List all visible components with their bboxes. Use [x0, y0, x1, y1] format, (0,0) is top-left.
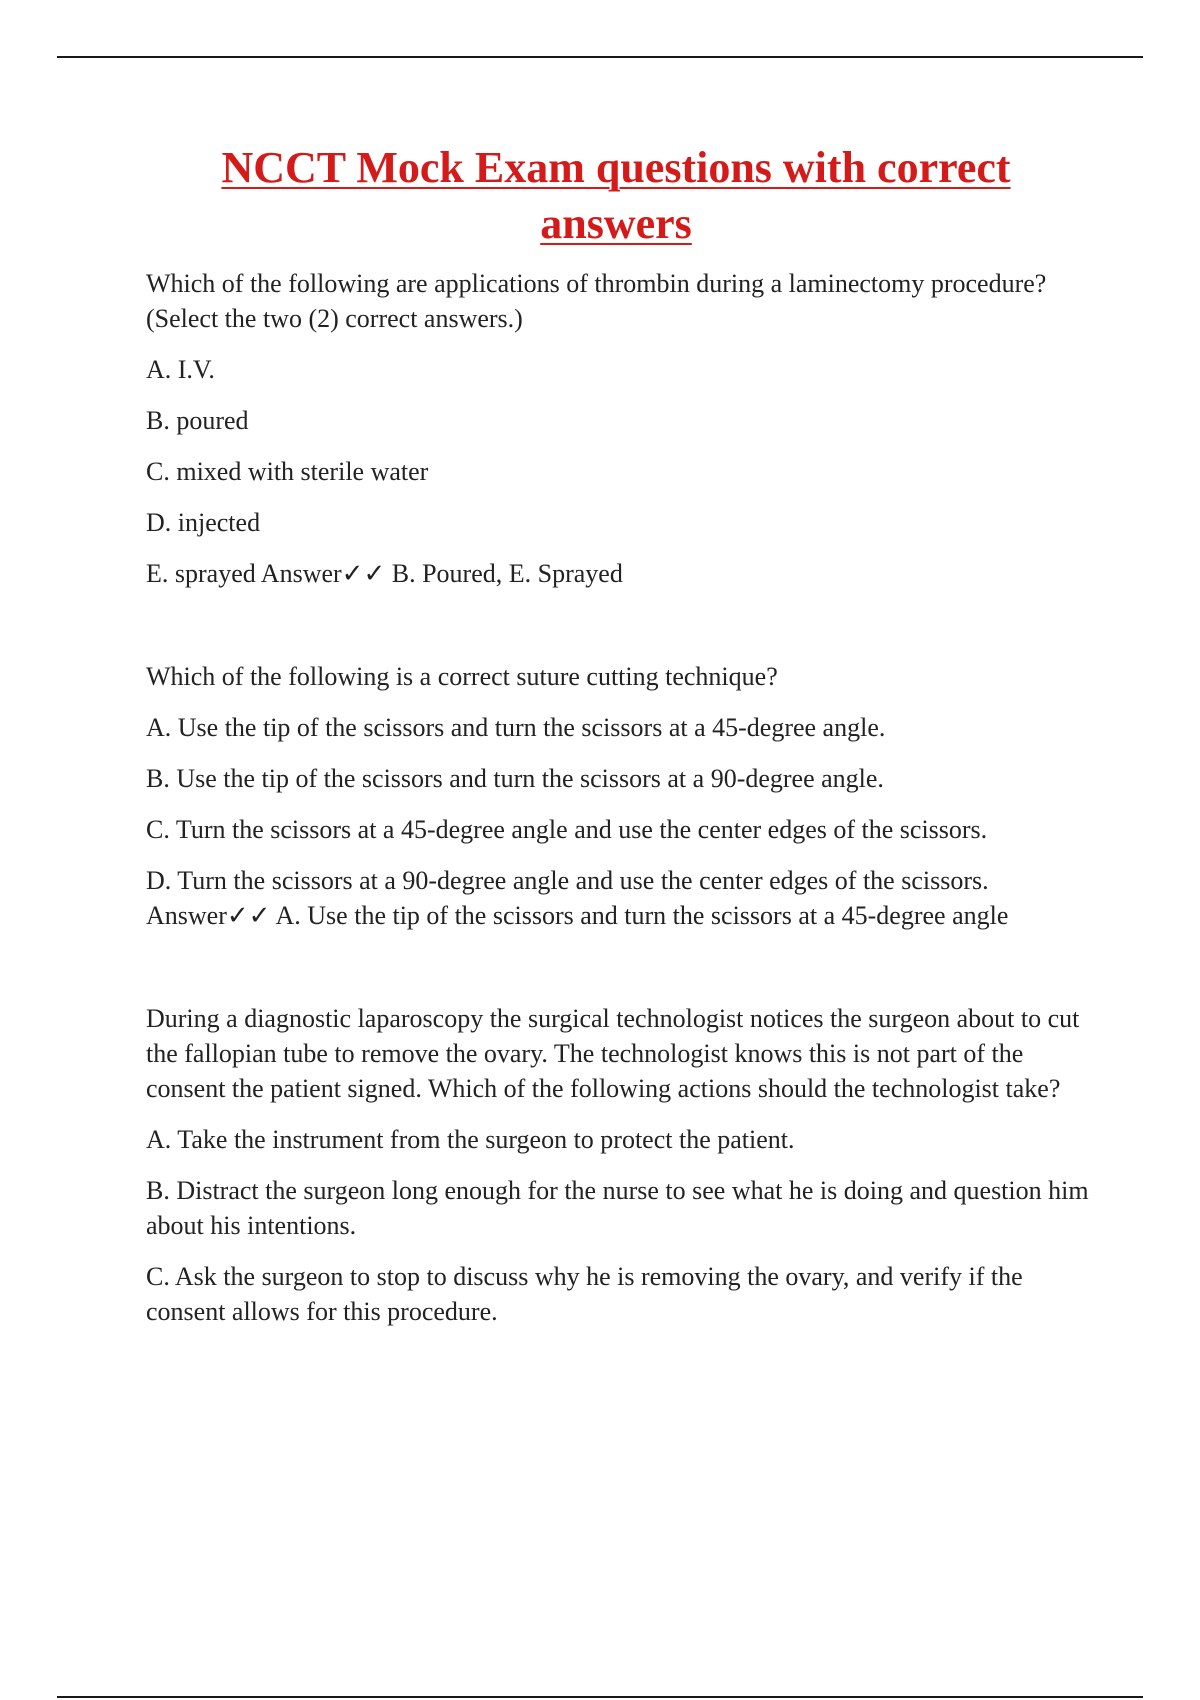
title-line-2: answers: [540, 199, 692, 248]
spacer: [146, 607, 1096, 659]
option-c: C. mixed with sterile water: [146, 457, 429, 486]
option-b: B. poured: [146, 406, 249, 435]
title-line-1: NCCT Mock Exam questions with correct: [221, 143, 1011, 192]
spacer: [146, 949, 1096, 1001]
option-d-with-answer: D. Turn the scissors at a 90-degree angle and use the center edges of the scissors. Answer✓✓ A. Use the tip of the scissors and turn the scissors at a 45-degree angle: [146, 866, 1009, 930]
option-e-with-answer: E. sprayed Answer✓✓ B. Poured, E. Sprayed: [146, 559, 623, 588]
option-a: A. I.V.: [146, 355, 215, 384]
option-d: D. injected: [146, 508, 261, 537]
option-c: C. Ask the surgeon to stop to discuss why he is removing the ovary, and verify if the consent allows for this procedure.: [146, 1262, 1023, 1326]
bottom-rule: [57, 1696, 1143, 1698]
option-b: B. Use the tip of the scissors and turn the scissors at a 90-degree angle.: [146, 764, 884, 793]
option-b: B. Distract the surgeon long enough for the nurse to see what he is doing and question him about his intentions.: [146, 1176, 1089, 1240]
option-a: A. Take the instrument from the surgeon to protect the patient.: [146, 1125, 795, 1154]
question-text: Which of the following is a correct suture cutting technique?: [146, 662, 778, 691]
top-rule: [57, 56, 1143, 58]
document-title: [136, 140, 1096, 252]
option-a: A. Use the tip of the scissors and turn the scissors at a 45-degree angle.: [146, 713, 886, 742]
question-text: During a diagnostic laparoscopy the surgical technologist notices the surgeon about to cut the fallopian tube to remove the ovary. The technologist knows this is not part of the consent the patient signed. Which of the following actions should the technologist take?: [146, 1004, 1080, 1103]
question-2: [146, 659, 1096, 933]
option-c: C. Turn the scissors at a 45-degree angle and use the center edges of the scissors.: [146, 815, 988, 844]
question-3: [146, 1001, 1096, 1329]
document-body: [146, 140, 1096, 1345]
question-1: [146, 266, 1096, 591]
question-text: Which of the following are applications of thrombin during a laminectomy procedure? (Select the two (2) correct answers.): [146, 269, 1047, 333]
